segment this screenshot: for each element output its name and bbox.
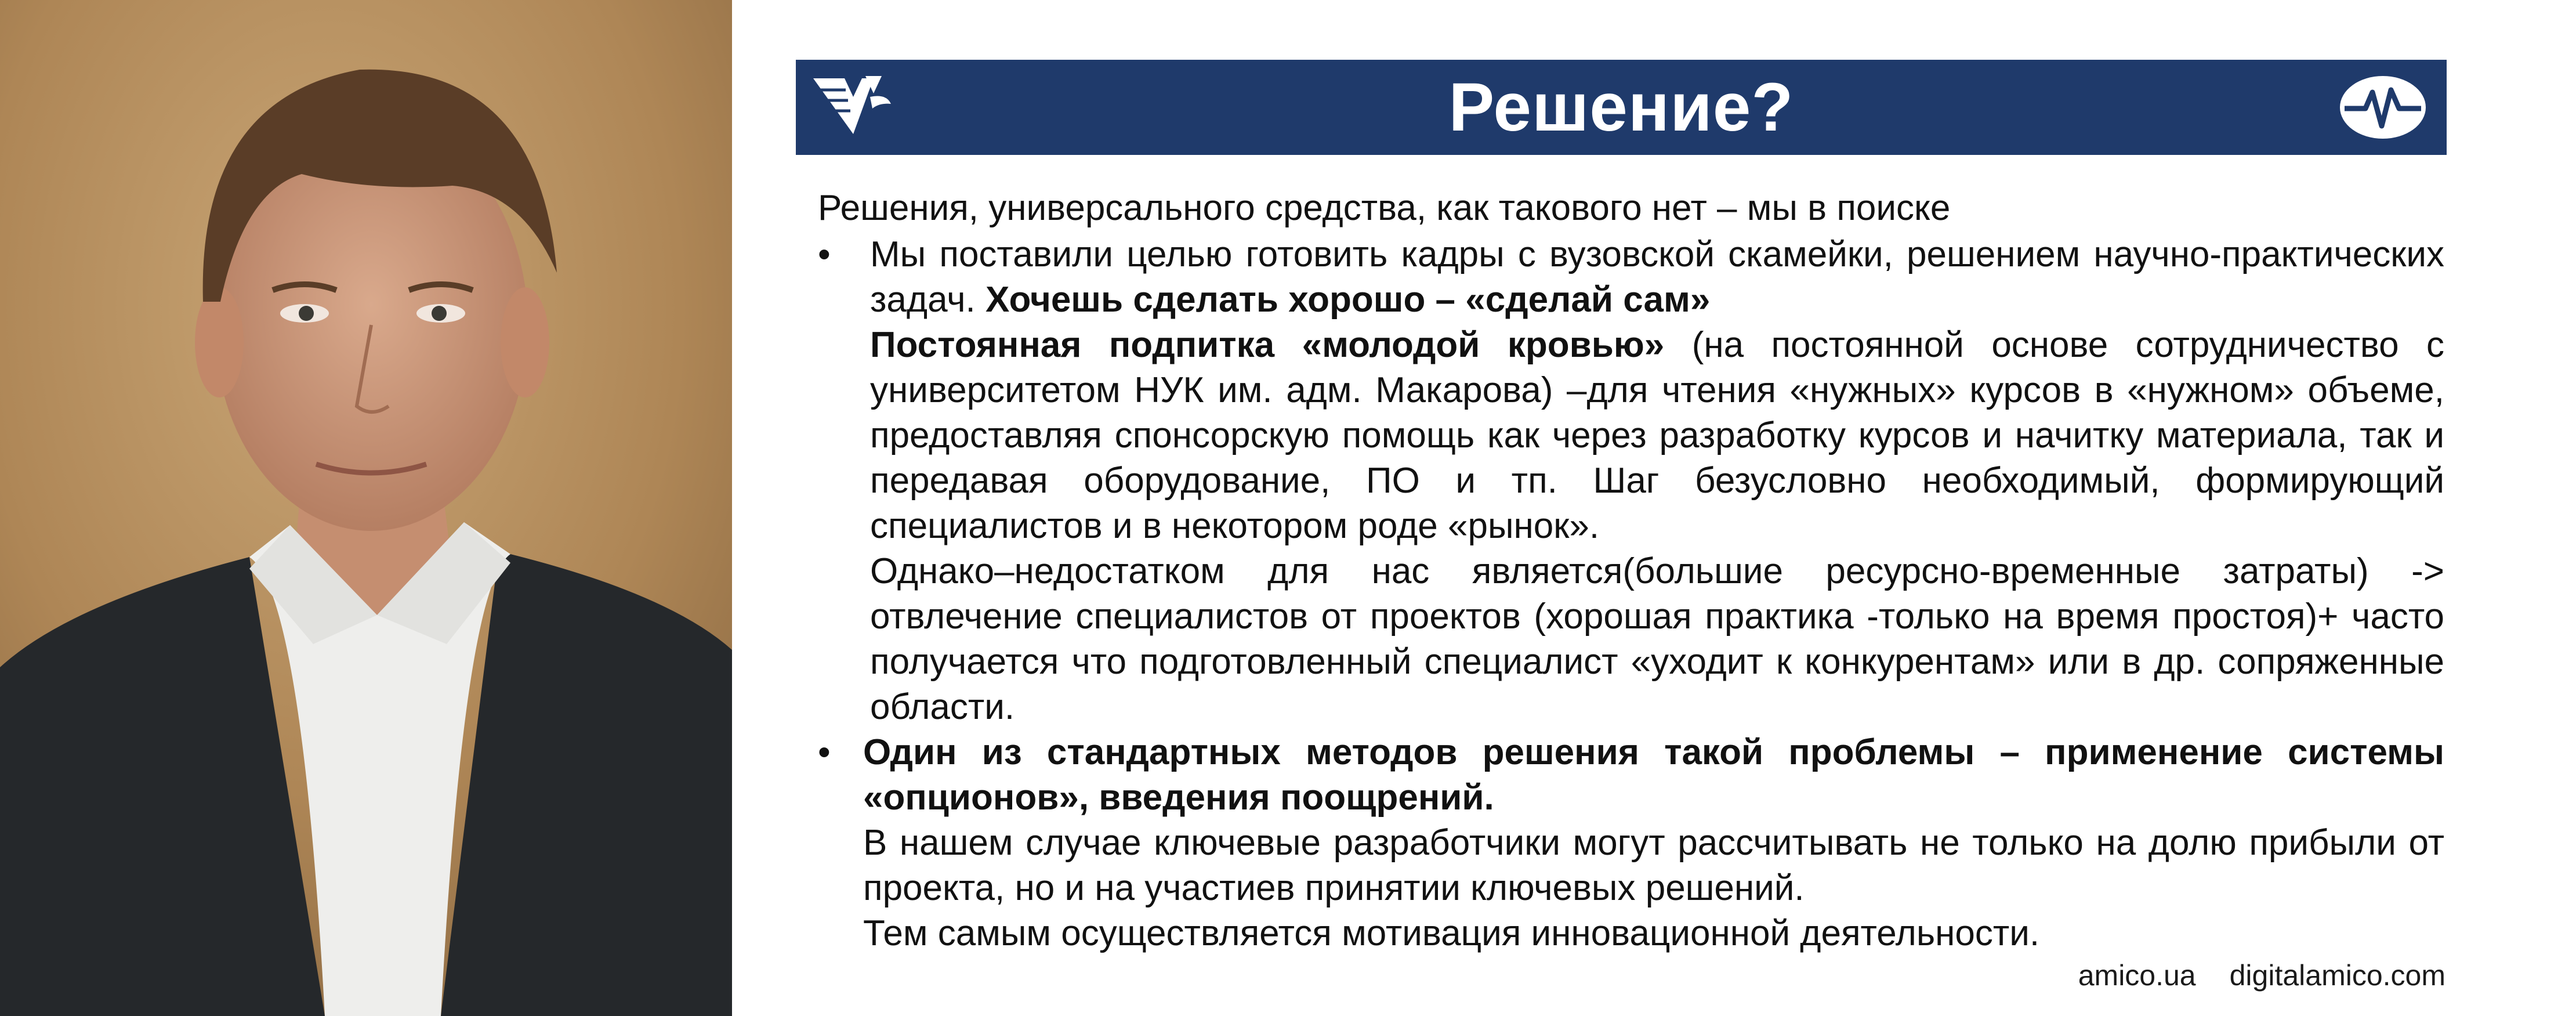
- bullet-item-1: [818, 232, 2444, 730]
- footer-links: [2078, 959, 2445, 992]
- title-banner: [796, 60, 2447, 155]
- bullet-2-paragraph-2: В нашем случае ключевые разработчики могут рассчитывать не только на долю прибыли от проекта, но и на участиев принятии ключевых решений.: [863, 823, 2444, 908]
- bullet-2-paragraph-3: Тем самым осуществляется мотивация инновационной деятельности.: [863, 913, 2040, 953]
- footer-site-digitalamico[interactable]: digitalamico.com: [2229, 959, 2445, 992]
- pulse-logo-icon: [2336, 73, 2429, 142]
- bullet-item-2: [818, 730, 2444, 956]
- bullet-1-paragraph-1: [870, 232, 2444, 323]
- bullet-1-paragraph-2: [870, 323, 2444, 549]
- bullet-1-para2-text: (на постоянной основе сотрудничество с университетом НУК им. адм. Макарова) –для чтения «нужных» курсов в «нужном» объеме, предоставляя спонсорскую помощь как через разработку курсов и начитку материала, так и передавая оборудование, ПО и тп. Шаг безусловно необходимый, формирующий специалистов и в некотором роде «рынок».: [870, 325, 2444, 546]
- bullet-1-text: Мы поставили целью готовить кадры с вузовской скамейки, решением научно-практических задач.: [870, 234, 2444, 320]
- bullet-2-heading: Один из стандартных методов решения такой проблемы – применение системы «опционов», введения поощрений.: [863, 732, 2444, 818]
- portrait-illustration: [0, 0, 732, 1016]
- slide-body: [818, 186, 2444, 956]
- footer-site-amico[interactable]: amico.ua: [2078, 959, 2196, 992]
- bullet-marker: •: [818, 732, 831, 772]
- bullet-1-para2-bold: Постоянная подпитка «молодой кровью»: [870, 325, 1665, 365]
- slide: [732, 0, 2576, 1016]
- bullet-1-paragraph-3: Однако–недостатком для нас является(большие ресурсно-временные затраты) -> отвлечение специалистов от проектов (хорошая практика -только на время простоя)+ часто получается что подготовленный специалист «уходит к конкурентам» или в др. сопряженные области.: [870, 551, 2444, 727]
- bullet-marker: •: [818, 234, 831, 274]
- page-title: Решение?: [1448, 69, 1794, 146]
- portrait-photo: [0, 0, 732, 1016]
- intro-line: Решения, универсального средства, как такового нет – мы в поиске: [818, 188, 1951, 228]
- bullet-1-bold-phrase: Хочешь сделать хорошо – «сделай сам»: [985, 280, 1711, 320]
